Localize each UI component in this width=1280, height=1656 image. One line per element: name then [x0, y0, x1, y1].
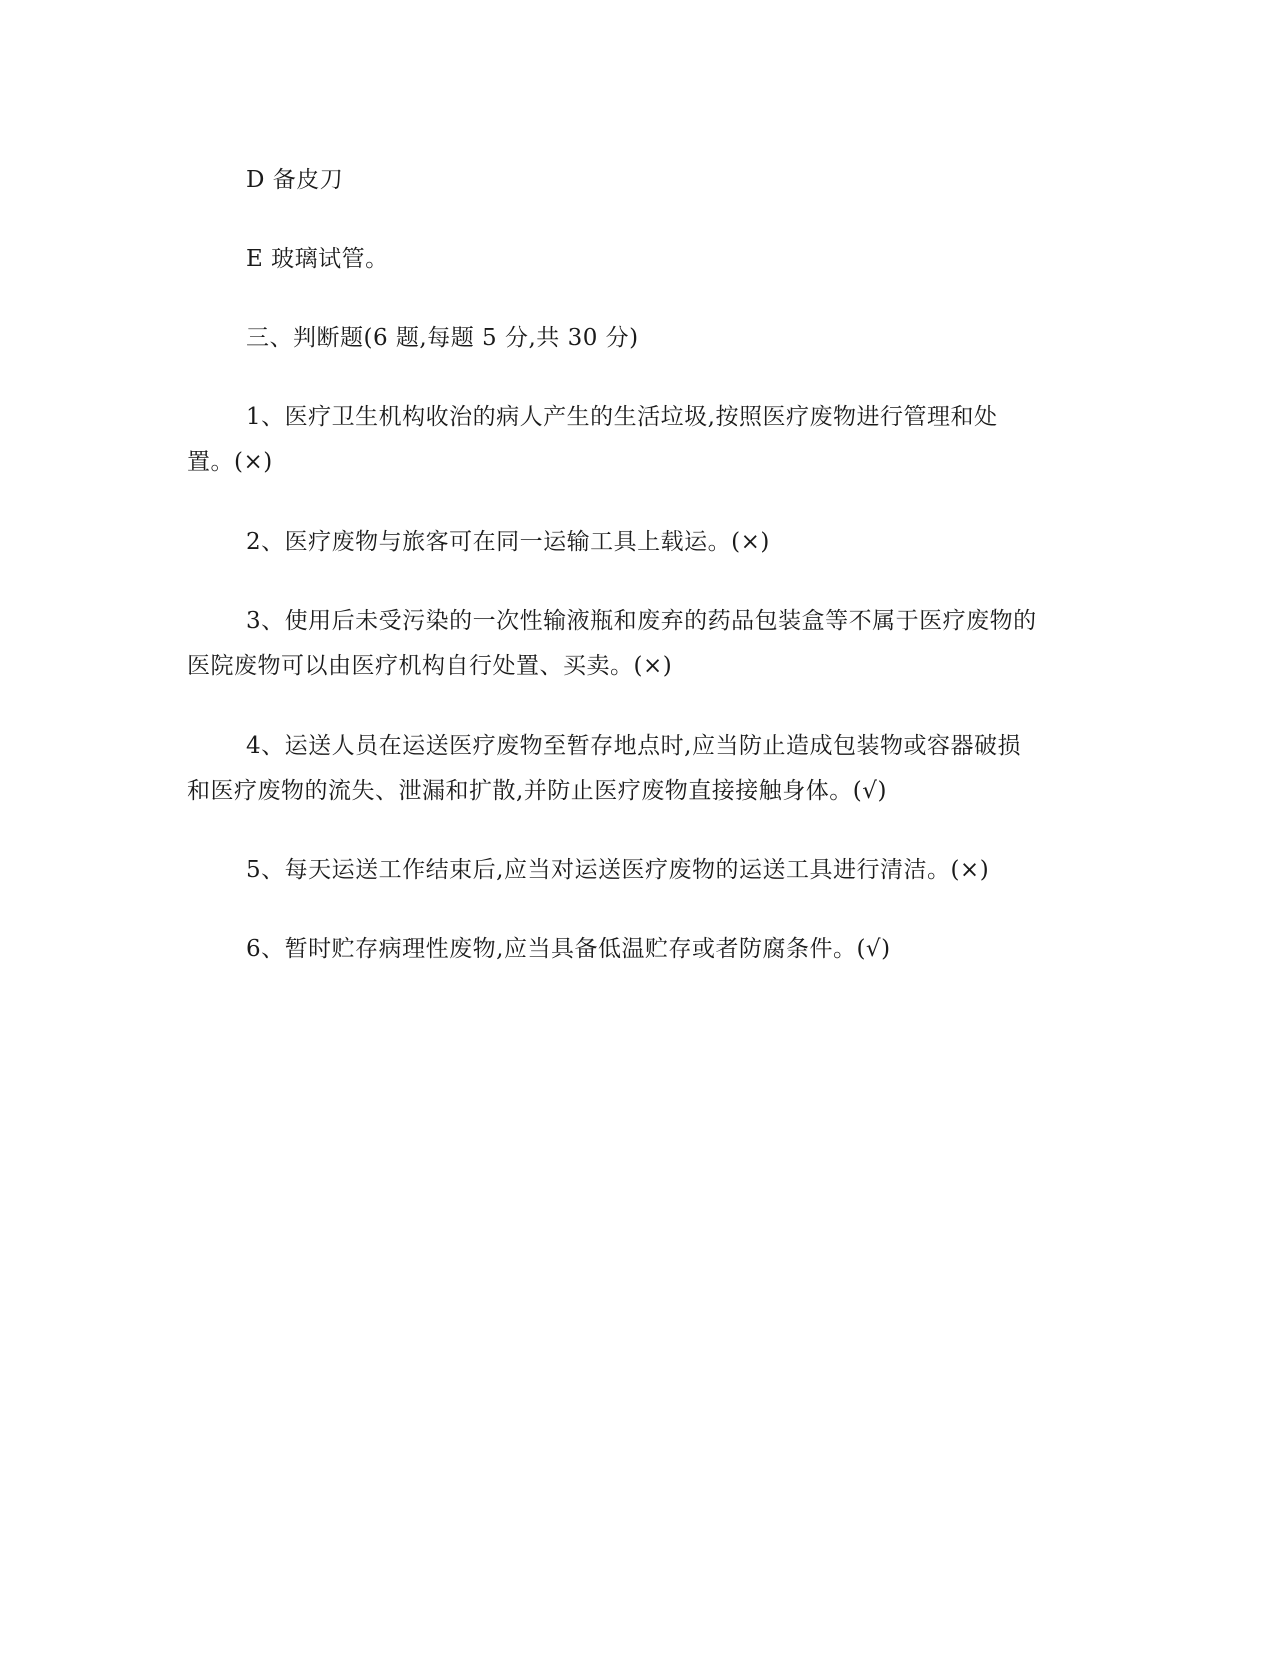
question-2-line-1: 2、医疗废物与旅客可在同一运输工具上载运。(×)	[246, 529, 770, 555]
question-3-line-2: 医院废物可以由医疗机构自行处置、买卖。(×)	[187, 653, 673, 679]
question-1-line-1: 1、医疗卫生机构收治的病人产生的生活垃圾,按照医疗废物进行管理和处	[246, 404, 998, 430]
question-5-line-1: 5、每天运送工作结束后,应当对运送医疗废物的运送工具进行清洁。(×)	[246, 857, 990, 883]
section-heading: 三、判断题(6 题,每题 5 分,共 30 分)	[246, 325, 639, 351]
option-d: D 备皮刀	[246, 167, 344, 193]
question-3-line-1: 3、使用后未受污染的一次性输液瓶和废弃的药品包装盒等不属于医疗废物的	[246, 608, 1037, 634]
option-e: E 玻璃试管。	[246, 246, 389, 272]
question-1-line-2: 置。(×)	[187, 449, 273, 475]
question-4-line-2: 和医疗废物的流失、泄漏和扩散,并防止医疗废物直接接触身体。(√)	[187, 778, 887, 804]
question-4-line-1: 4、运送人员在运送医疗废物至暂存地点时,应当防止造成包装物或容器破损	[246, 733, 1021, 759]
question-6-line-1: 6、暂时贮存病理性废物,应当具备低温贮存或者防腐条件。(√)	[246, 936, 891, 962]
